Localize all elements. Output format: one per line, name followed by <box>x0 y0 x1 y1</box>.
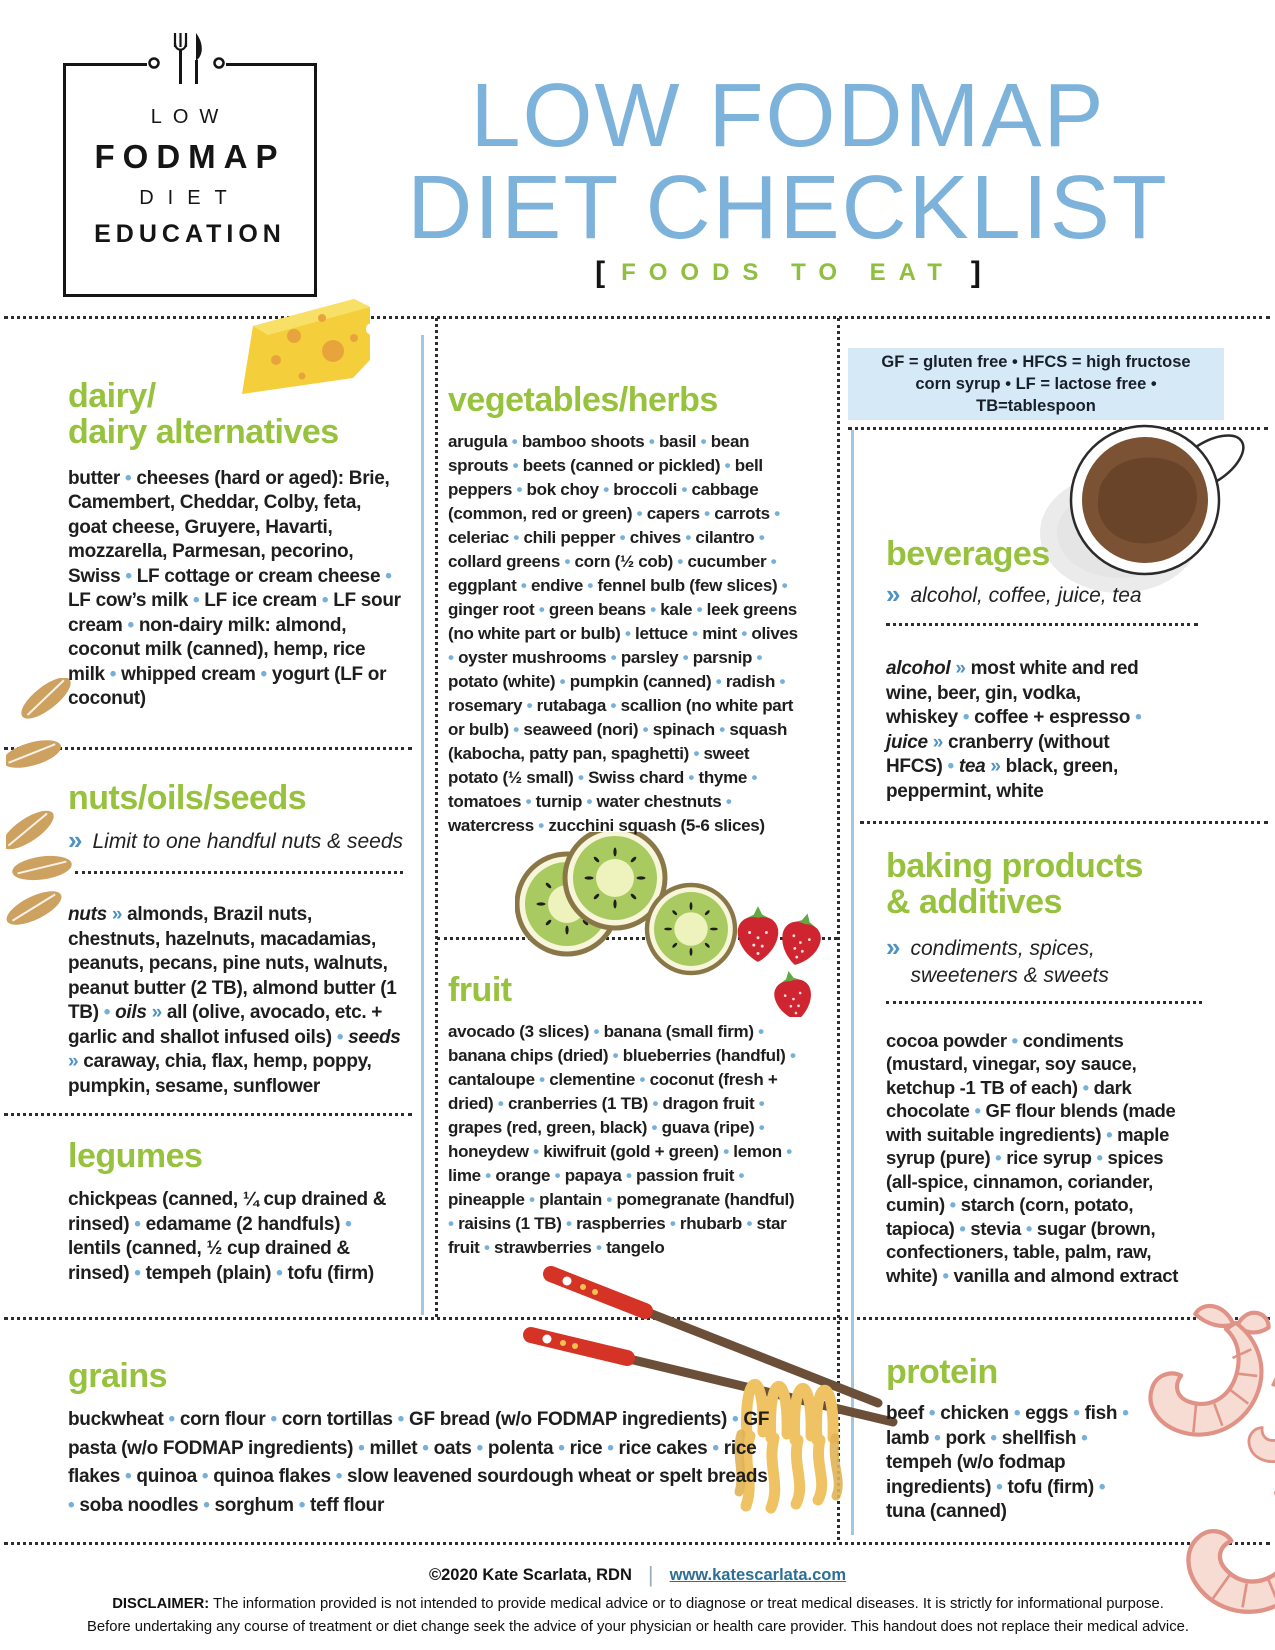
logo-box <box>63 63 317 297</box>
grains-list: buckwheat • corn flour • corn tortillas • GF bread (w/o FODMAP ingredients) • GF pasta (w/o FODMAP ingredients) • millet • oats • polenta • rice • rice cakes • rice flakes • quinoa • quinoa flakes • slow leavened sourdough wheat or spelt breads • soba noodles • sorghum • teff flour <box>68 1409 770 1516</box>
section-grains <box>68 1358 778 1520</box>
section-legumes <box>68 1138 404 1286</box>
chevron-icon: » <box>886 931 901 962</box>
section-beverages <box>886 536 1156 804</box>
section-vegetables <box>448 382 798 838</box>
nuts-heading: nuts/oils/seeds <box>68 779 307 817</box>
page-title-line1: LOW FODMAP <box>470 66 1106 166</box>
tagline-text: FOODS TO EAT <box>621 259 955 286</box>
footer <box>0 1562 1275 1588</box>
chevron-icon: » <box>886 579 901 610</box>
logo-line-education: EDUCATION <box>94 220 286 248</box>
section-protein <box>886 1354 1146 1525</box>
legumes-heading: legumes <box>68 1137 203 1175</box>
beverages-heading: beverages <box>886 535 1050 573</box>
fruit-list: avocado (3 slices) • banana (small firm) • banana chips (dried) • blueberries (handful) • cantaloupe • clementine • coconut (fresh + dried) • cranberries (1 TB) • dragon fruit • grapes (red, green, black) • guava (ripe) • honeydew • kiwifruit (gold + green) • lemon • lime • orange • papaya • passion fruit • pineapple • plantain • pomegranate (handful) • raisins (1 TB) • raspberries • rhubarb • star fruit • strawberries • tangelo <box>448 1022 796 1258</box>
nuts-subtitle: » Limit to one handful nuts & seeds <box>68 825 403 856</box>
fork-and-knife-icon <box>139 30 234 88</box>
baking-subtitle: » condiments, spices, sweeteners & sweets <box>886 931 1109 987</box>
baking-list: cocoa powder • condiments (mustard, vinegar, soy sauce, ketchup -1 TB of each) • dark chocolate • GF flour blends (made with suitable ingredients) • maple syrup (pure) • rice syrup • spices (all-spice, cinnamon, coriander, cumin) • starch (corn, potato, tapioca) • stevia • sugar (brown, confectioners, table, palm, raw, white) • vanilla and almond extract <box>886 1029 1179 1286</box>
disclaimer-line1: The information provided is not intended to provide medical advice or to diagnose or treat medical diseases. It is strictly for informational purpose. <box>213 1596 1164 1612</box>
fruit-heading: fruit <box>448 971 512 1009</box>
footer-separator: | <box>647 1562 654 1587</box>
middle-left-dotted-rule <box>435 318 438 1317</box>
section-nuts-oils-seeds <box>68 780 404 1099</box>
vegetables-heading: vegetables/herbs <box>448 381 718 419</box>
section-baking <box>886 848 1186 1287</box>
beverages-list: alcohol » most white and red wine, beer, gin, vodka, whiskey • coffee + espresso • juice » cranberry (without HFCS) • tea » black, green, peppermint, white <box>886 658 1142 802</box>
nuts-list: nuts » almonds, Brazil nuts, chestnuts, hazelnuts, macadamias, peanuts, pecans, pine nuts, walnuts, peanut butter (2 TB), almond butter (1 TB) • oils » all (olive, avocado, etc. + garlic and shallot infused oils) • seeds » caraway, chia, flax, hemp, poppy, pumpkin, sesame, sunflower <box>68 904 401 1097</box>
shrimp-partial-icon <box>1224 1368 1275 1488</box>
disclaimer-label: DISCLAIMER: <box>112 1596 210 1612</box>
chevron-icon: » <box>68 825 83 856</box>
logo-line-fodmap: FODMAP <box>94 138 286 175</box>
logo-line-diet: DIET <box>139 187 241 209</box>
disclaimer-line2: Before undertaking any course of treatment or diet change seek the advice of your physician or health care provider. This handout does not replace their medical advice. <box>87 1618 1189 1635</box>
protein-heading: protein <box>886 1353 998 1391</box>
logo-line-low: LOW <box>150 106 230 128</box>
page-title-line2: DIET CHECKLIST <box>407 158 1169 258</box>
tagline-bracket-right: ] <box>970 256 981 289</box>
footer-divider <box>4 1542 1270 1545</box>
page-title <box>338 66 1238 258</box>
legend-text: GF = gluten free • HFCS = high fructose corn syrup • LF = lactose free • TB=tablespoon <box>881 352 1191 416</box>
seeds-icon <box>6 678 76 938</box>
section-fruit <box>448 972 798 1260</box>
legumes-list: chickpeas (canned, ¼ cup drained & rinsed) • edamame (2 handfuls) • lentils (canned, ½ cup drained & rinsed) • tempeh (plain) • tofu (firm) <box>68 1189 387 1284</box>
grains-heading: grains <box>68 1357 168 1395</box>
baking-heading: baking products & additives <box>886 847 1143 922</box>
tagline-bracket-left: [ <box>595 256 606 289</box>
dairy-list: butter • cheeses (hard or aged): Brie, Camembert, Cheddar, Colby, feta, goat cheese, Gruyere, Havarti, mozzarella, Parmesan, pecorino, Swiss • LF cottage or cream cheese • LF cow’s milk • LF ice cream • LF sour cream • non-dairy milk: almond, coconut milk (canned), hemp, rice milk • whipped cream • yogurt (LF or coconut) <box>68 467 401 710</box>
disclaimer <box>58 1593 1218 1638</box>
left-column-blue-rule <box>421 335 424 1315</box>
top-dotted-divider <box>4 316 1270 319</box>
nuts-legumes-divider <box>4 1113 412 1116</box>
vegetables-list: arugula • bamboo shoots • basil • bean sprouts • beets (canned or pickled) • bell peppers • bok choy • broccoli • cabbage (common, red or green) • capers • carrots • celeriac • chili pepper • chives • cilantro • collard greens • corn (½ cob) • cucumber • eggplant • endive • fennel bulb (few slices) • ginger root • green beans • kale • leek greens (no white part or bulb) • lettuce • mint • olives • oyster mushrooms • parsley • parsnip • potato (white) • pumpkin (canned) • radish • rosemary • rutabaga • scallion (no white part or bulb) • seaweed (nori) • spinach • squash (kabocha, patty pan, spaghetti) • sweet potato (½ small) • Swiss chard • thyme • tomatoes • turnip • water chestnuts • watercress • zucchini squash (5-6 slices) <box>448 432 798 836</box>
copyright-text: ©2020 Kate Scarlata, RDN <box>428 1565 632 1584</box>
dairy-heading: dairy/ dairy alternatives <box>68 377 339 452</box>
website-link[interactable]: www.katescarlata.com <box>669 1565 847 1584</box>
tagline <box>338 256 1238 290</box>
legend-box <box>848 348 1224 420</box>
beverages-baking-divider <box>860 821 1268 824</box>
beverages-subtitle: » alcohol, coffee, juice, tea <box>886 579 1142 610</box>
protein-list: beef • chicken • eggs • fish • lamb • pork • shellfish • tempeh (w/o fodmap ingredients) • tofu (firm) • tuna (canned) <box>886 1403 1129 1523</box>
section-dairy <box>68 378 404 712</box>
